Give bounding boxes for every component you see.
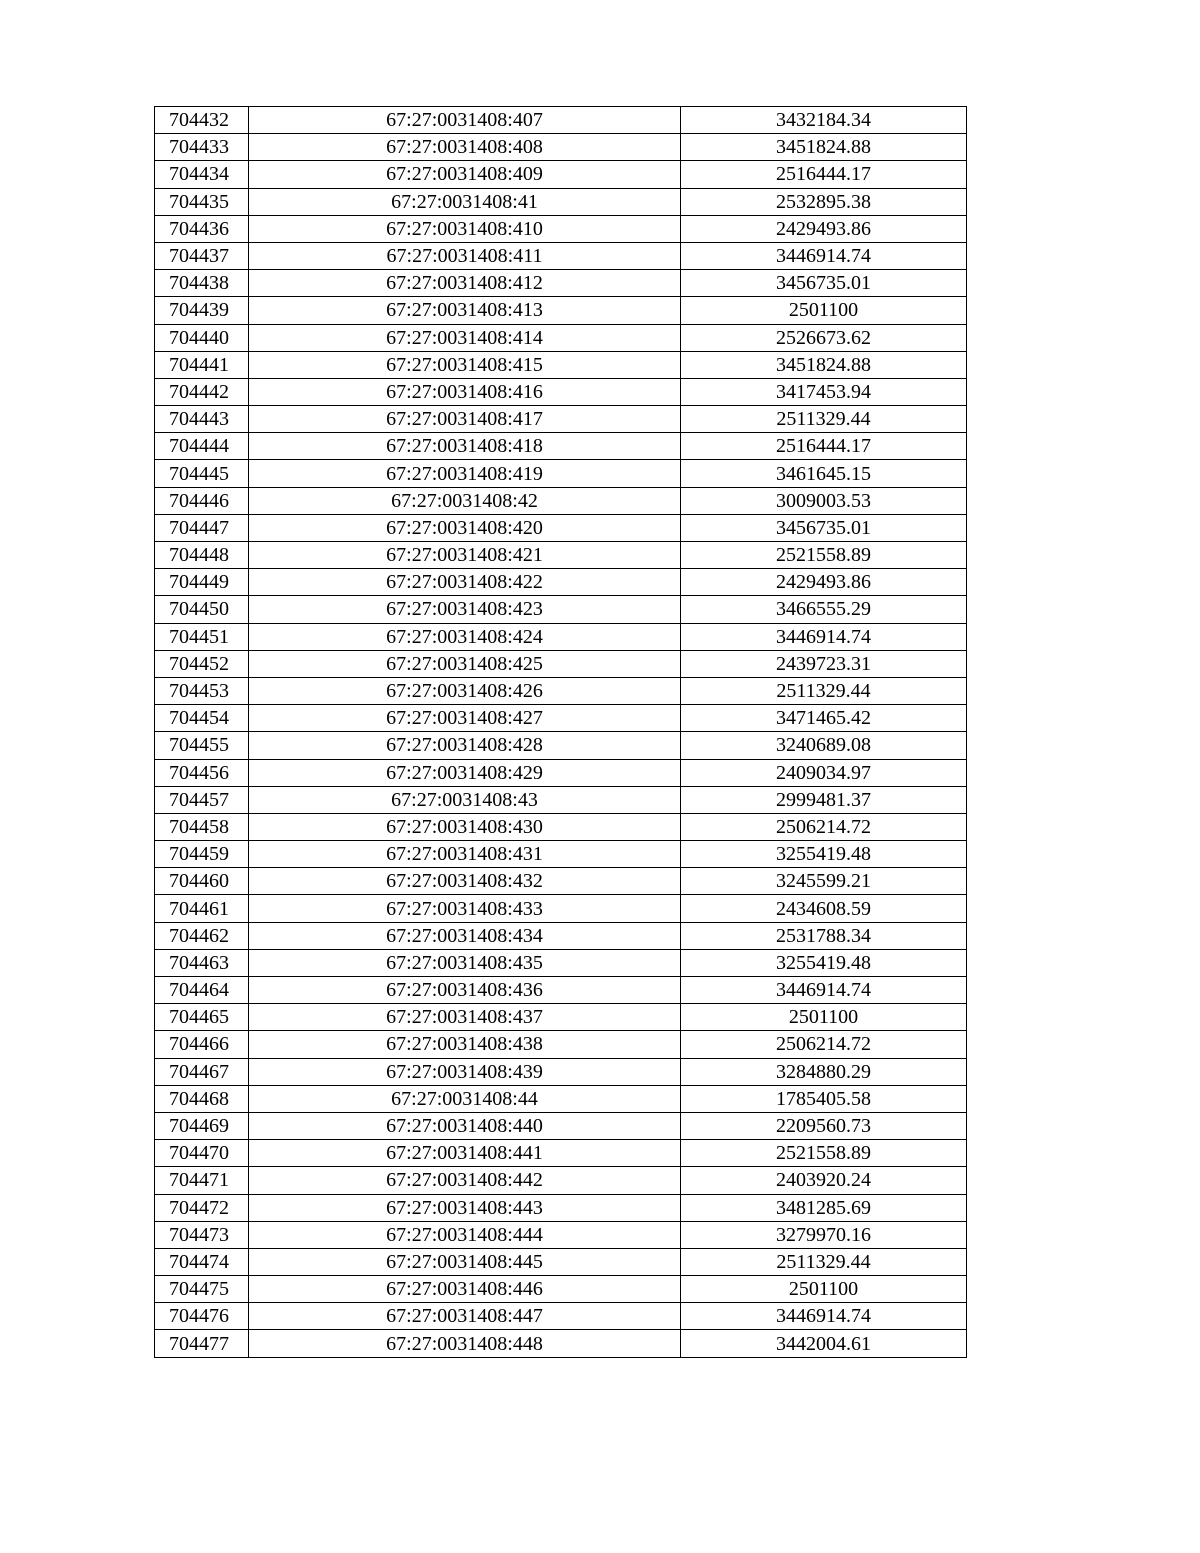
value-cell: 2209560.73	[681, 1112, 967, 1139]
cadastral-number-cell: 67:27:0031408:427	[249, 705, 681, 732]
table-row	[155, 569, 967, 596]
cadastral-number-cell: 67:27:0031408:42	[249, 487, 681, 514]
cadastral-number-cell: 67:27:0031408:43	[249, 786, 681, 813]
value-cell: 2516444.17	[681, 161, 967, 188]
value-cell: 3451824.88	[681, 351, 967, 378]
row-id-cell: 704447	[155, 514, 249, 541]
table-row	[155, 1194, 967, 1221]
row-id-cell: 704474	[155, 1248, 249, 1275]
value-cell: 3240689.08	[681, 732, 967, 759]
value-cell: 2501100	[681, 1004, 967, 1031]
table-row	[155, 1058, 967, 1085]
table-row	[155, 732, 967, 759]
table-row	[155, 1330, 967, 1357]
value-cell: 2429493.86	[681, 215, 967, 242]
cadastral-number-cell: 67:27:0031408:442	[249, 1167, 681, 1194]
table-row	[155, 596, 967, 623]
table-row	[155, 188, 967, 215]
table-row	[155, 270, 967, 297]
row-id-cell: 704477	[155, 1330, 249, 1357]
table-row	[155, 1004, 967, 1031]
table-row	[155, 487, 967, 514]
value-cell: 2521558.89	[681, 1140, 967, 1167]
cadastral-number-cell: 67:27:0031408:413	[249, 297, 681, 324]
value-cell: 2439723.31	[681, 650, 967, 677]
value-cell: 2403920.24	[681, 1167, 967, 1194]
row-id-cell: 704455	[155, 732, 249, 759]
value-cell: 2999481.37	[681, 786, 967, 813]
cadastral-number-cell: 67:27:0031408:420	[249, 514, 681, 541]
row-id-cell: 704460	[155, 868, 249, 895]
value-cell: 2511329.44	[681, 406, 967, 433]
cadastral-number-cell: 67:27:0031408:443	[249, 1194, 681, 1221]
cadastral-number-cell: 67:27:0031408:439	[249, 1058, 681, 1085]
table-row	[155, 1167, 967, 1194]
row-id-cell: 704463	[155, 949, 249, 976]
table-row	[155, 1085, 967, 1112]
table-row	[155, 378, 967, 405]
cadastral-number-cell: 67:27:0031408:417	[249, 406, 681, 433]
value-cell: 2511329.44	[681, 677, 967, 704]
value-cell: 2429493.86	[681, 569, 967, 596]
table-row	[155, 841, 967, 868]
value-cell: 2516444.17	[681, 433, 967, 460]
cadastral-number-cell: 67:27:0031408:440	[249, 1112, 681, 1139]
value-cell: 2526673.62	[681, 324, 967, 351]
row-id-cell: 704442	[155, 378, 249, 405]
value-cell: 3255419.48	[681, 841, 967, 868]
row-id-cell: 704453	[155, 677, 249, 704]
table-row	[155, 514, 967, 541]
row-id-cell: 704464	[155, 977, 249, 1004]
cadastral-number-cell: 67:27:0031408:416	[249, 378, 681, 405]
table-row	[155, 161, 967, 188]
cadastral-number-cell: 67:27:0031408:436	[249, 977, 681, 1004]
table-row	[155, 786, 967, 813]
table-row	[155, 406, 967, 433]
row-id-cell: 704471	[155, 1167, 249, 1194]
row-id-cell: 704472	[155, 1194, 249, 1221]
value-cell: 2521558.89	[681, 542, 967, 569]
value-cell: 3461645.15	[681, 460, 967, 487]
table-row	[155, 297, 967, 324]
value-cell: 3446914.74	[681, 623, 967, 650]
table-row	[155, 460, 967, 487]
cadastral-number-cell: 67:27:0031408:407	[249, 107, 681, 134]
value-cell: 3255419.48	[681, 949, 967, 976]
cadastral-number-cell: 67:27:0031408:430	[249, 813, 681, 840]
table-row	[155, 324, 967, 351]
row-id-cell: 704451	[155, 623, 249, 650]
row-id-cell: 704454	[155, 705, 249, 732]
row-id-cell: 704462	[155, 922, 249, 949]
cadastral-number-cell: 67:27:0031408:414	[249, 324, 681, 351]
row-id-cell: 704441	[155, 351, 249, 378]
cadastral-number-cell: 67:27:0031408:447	[249, 1303, 681, 1330]
table-row	[155, 922, 967, 949]
value-cell: 3446914.74	[681, 242, 967, 269]
value-cell: 3245599.21	[681, 868, 967, 895]
row-id-cell: 704435	[155, 188, 249, 215]
cadastral-number-cell: 67:27:0031408:411	[249, 242, 681, 269]
cadastral-number-cell: 67:27:0031408:434	[249, 922, 681, 949]
table-row	[155, 1276, 967, 1303]
cadastral-number-cell: 67:27:0031408:431	[249, 841, 681, 868]
value-cell: 3417453.94	[681, 378, 967, 405]
table-row	[155, 895, 967, 922]
value-cell: 3451824.88	[681, 134, 967, 161]
table-row	[155, 705, 967, 732]
row-id-cell: 704446	[155, 487, 249, 514]
table-row	[155, 1140, 967, 1167]
table-row	[155, 1112, 967, 1139]
table-row	[155, 677, 967, 704]
value-cell: 3446914.74	[681, 1303, 967, 1330]
table-row	[155, 351, 967, 378]
value-cell: 3466555.29	[681, 596, 967, 623]
row-id-cell: 704459	[155, 841, 249, 868]
cadastral-number-cell: 67:27:0031408:44	[249, 1085, 681, 1112]
cadastral-number-cell: 67:27:0031408:424	[249, 623, 681, 650]
table-row	[155, 1221, 967, 1248]
cadastral-number-cell: 67:27:0031408:448	[249, 1330, 681, 1357]
table-body	[155, 107, 967, 1358]
cadastral-number-cell: 67:27:0031408:419	[249, 460, 681, 487]
row-id-cell: 704468	[155, 1085, 249, 1112]
row-id-cell: 704444	[155, 433, 249, 460]
cadastral-number-cell: 67:27:0031408:437	[249, 1004, 681, 1031]
value-cell: 3471465.42	[681, 705, 967, 732]
row-id-cell: 704439	[155, 297, 249, 324]
cadastral-number-cell: 67:27:0031408:410	[249, 215, 681, 242]
cadastral-number-cell: 67:27:0031408:426	[249, 677, 681, 704]
cadastral-number-cell: 67:27:0031408:425	[249, 650, 681, 677]
cadastral-number-cell: 67:27:0031408:408	[249, 134, 681, 161]
value-cell: 2506214.72	[681, 1031, 967, 1058]
value-cell: 3456735.01	[681, 270, 967, 297]
value-cell: 2506214.72	[681, 813, 967, 840]
table-row	[155, 134, 967, 161]
row-id-cell: 704467	[155, 1058, 249, 1085]
table-row	[155, 868, 967, 895]
row-id-cell: 704476	[155, 1303, 249, 1330]
row-id-cell: 704457	[155, 786, 249, 813]
cadastral-number-cell: 67:27:0031408:41	[249, 188, 681, 215]
row-id-cell: 704469	[155, 1112, 249, 1139]
row-id-cell: 704450	[155, 596, 249, 623]
value-cell: 3009003.53	[681, 487, 967, 514]
value-cell: 2409034.97	[681, 759, 967, 786]
cadastral-number-cell: 67:27:0031408:422	[249, 569, 681, 596]
value-cell: 2501100	[681, 297, 967, 324]
row-id-cell: 704473	[155, 1221, 249, 1248]
cadastral-number-cell: 67:27:0031408:432	[249, 868, 681, 895]
row-id-cell: 704438	[155, 270, 249, 297]
table-row	[155, 623, 967, 650]
row-id-cell: 704452	[155, 650, 249, 677]
row-id-cell: 704443	[155, 406, 249, 433]
cadastral-number-cell: 67:27:0031408:418	[249, 433, 681, 460]
cadastral-number-cell: 67:27:0031408:446	[249, 1276, 681, 1303]
cadastral-number-cell: 67:27:0031408:433	[249, 895, 681, 922]
row-id-cell: 704432	[155, 107, 249, 134]
row-id-cell: 704448	[155, 542, 249, 569]
table-row	[155, 433, 967, 460]
cadastral-number-cell: 67:27:0031408:435	[249, 949, 681, 976]
row-id-cell: 704434	[155, 161, 249, 188]
row-id-cell: 704461	[155, 895, 249, 922]
table-row	[155, 813, 967, 840]
value-cell: 3432184.34	[681, 107, 967, 134]
value-cell: 3481285.69	[681, 1194, 967, 1221]
row-id-cell: 704436	[155, 215, 249, 242]
table-row	[155, 1303, 967, 1330]
data-table	[154, 106, 967, 1358]
table-row	[155, 242, 967, 269]
table-row	[155, 759, 967, 786]
value-cell: 3279970.16	[681, 1221, 967, 1248]
table-row	[155, 1248, 967, 1275]
table-row	[155, 949, 967, 976]
value-cell: 2531788.34	[681, 922, 967, 949]
table-row	[155, 542, 967, 569]
row-id-cell: 704433	[155, 134, 249, 161]
cadastral-number-cell: 67:27:0031408:415	[249, 351, 681, 378]
row-id-cell: 704470	[155, 1140, 249, 1167]
cadastral-number-cell: 67:27:0031408:429	[249, 759, 681, 786]
value-cell: 3442004.61	[681, 1330, 967, 1357]
cadastral-number-cell: 67:27:0031408:438	[249, 1031, 681, 1058]
table-row	[155, 977, 967, 1004]
row-id-cell: 704475	[155, 1276, 249, 1303]
row-id-cell: 704449	[155, 569, 249, 596]
cadastral-number-cell: 67:27:0031408:428	[249, 732, 681, 759]
cadastral-number-cell: 67:27:0031408:441	[249, 1140, 681, 1167]
value-cell: 2532895.38	[681, 188, 967, 215]
value-cell: 3446914.74	[681, 977, 967, 1004]
value-cell: 3456735.01	[681, 514, 967, 541]
row-id-cell: 704437	[155, 242, 249, 269]
value-cell: 2511329.44	[681, 1248, 967, 1275]
cadastral-number-cell: 67:27:0031408:423	[249, 596, 681, 623]
value-cell: 2434608.59	[681, 895, 967, 922]
cadastral-number-cell: 67:27:0031408:412	[249, 270, 681, 297]
table-row	[155, 215, 967, 242]
table-row	[155, 650, 967, 677]
table-row	[155, 1031, 967, 1058]
value-cell: 3284880.29	[681, 1058, 967, 1085]
row-id-cell: 704458	[155, 813, 249, 840]
cadastral-number-cell: 67:27:0031408:444	[249, 1221, 681, 1248]
table-row	[155, 107, 967, 134]
cadastral-number-cell: 67:27:0031408:421	[249, 542, 681, 569]
row-id-cell: 704445	[155, 460, 249, 487]
cadastral-number-cell: 67:27:0031408:409	[249, 161, 681, 188]
row-id-cell: 704465	[155, 1004, 249, 1031]
cadastral-number-cell: 67:27:0031408:445	[249, 1248, 681, 1275]
row-id-cell: 704466	[155, 1031, 249, 1058]
value-cell: 1785405.58	[681, 1085, 967, 1112]
value-cell: 2501100	[681, 1276, 967, 1303]
row-id-cell: 704440	[155, 324, 249, 351]
row-id-cell: 704456	[155, 759, 249, 786]
